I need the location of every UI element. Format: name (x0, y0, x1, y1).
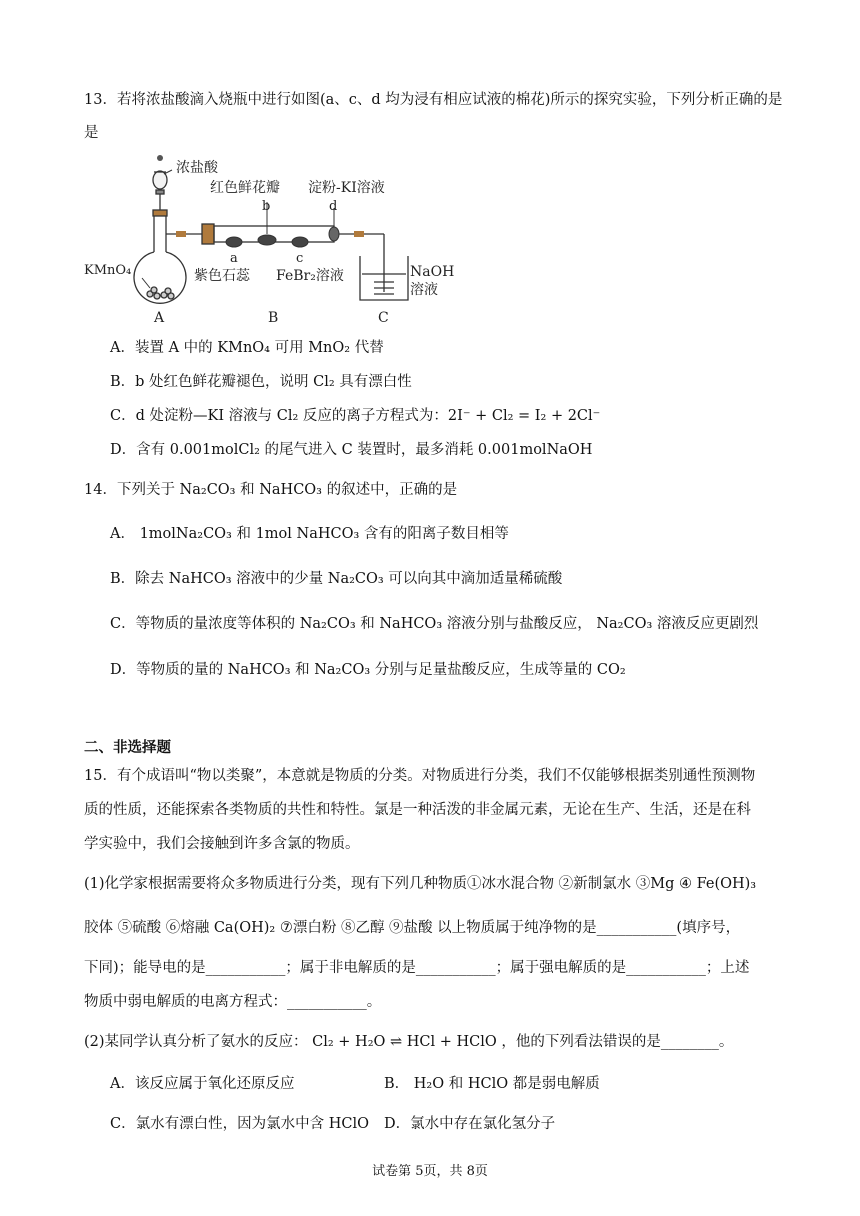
q15-option-a: A．该反应属于氧化还原反应 (110, 1076, 295, 1092)
q14-option-d: D．等物质的量的 NaHCO₃ 和 Na₂CO₃ 分别与足量盐酸反应，生成等量的 CO₂ (110, 662, 626, 678)
dropping-funnel (153, 171, 167, 212)
q14-stem: 14．下列关于 Na₂CO₃ 和 NaHCO₃ 的叙述中，正确的是 (84, 482, 458, 498)
q14-option-b: B．除去 NaHCO₃ 溶液中的少量 Na₂CO₃ 可以向其中滴加适量稀硫酸 (110, 571, 563, 587)
label-a: a (230, 251, 238, 266)
q15-option-b: B． H₂O 和 HClO 都是弱电解质 (384, 1076, 600, 1092)
label-kmno4: KMnO₄ (84, 263, 132, 278)
label-starch-ki: 淀粉-KI溶液 (308, 180, 385, 196)
q13-option-d: D．含有 0.001molCl₂ 的尾气进入 C 装置时，最多消耗 0.001molNaOH (110, 442, 593, 458)
q13-option-b: B．b 处红色鲜花瓣褪色，说明 Cl₂ 具有漂白性 (110, 374, 412, 390)
q15-part1-line3: 下同)；能导电的是___________；属于非电解质的是___________；属于强电解质的是___________；上述 (84, 960, 750, 976)
label-d: d (329, 199, 338, 214)
label-litmus: 紫色石蕊 (194, 268, 250, 284)
q15-intro-line2: 质的性质，还能探索各类物质的共性和特性。氯是一种活泼的非金属元素，无论在生产、生活，还是在科 (84, 802, 751, 818)
flask-a (134, 210, 186, 303)
label-conc-hcl: 浓盐酸 (176, 160, 218, 176)
q15-part2-stem: (2)某同学认真分析了氨水的反应： Cl₂ + H₂O ⇌ HCl + HClO ，他的下列看法错误的是________。 (84, 1034, 734, 1050)
q15-part1-line1: (1)化学家根据需要将众多物质进行分类，现有下列几种物质①冰水混合物 ②新制氯水 ③Mg ④ Fe(OH)₃ (84, 876, 757, 892)
q14-option-c: C．等物质的量浓度等体积的 Na₂CO₃ 和 NaHCO₃ 溶液分别与盐酸反应， Na₂CO₃ 溶液反应更剧烈 (110, 616, 759, 632)
label-b: b (262, 199, 271, 214)
page-footer: 试卷第 5页，共 8页 (372, 1164, 488, 1179)
q15-option-d: D．氯水中存在氯化氢分子 (384, 1116, 556, 1132)
q15-option-c: C．氯水有漂白性，因为氯水中含 HClO (110, 1116, 369, 1132)
cotton-balls (226, 227, 339, 247)
section-title: 二、非选择题 (84, 739, 171, 756)
q15-part1-line4: 物质中弱电解质的电离方程式：___________。 (84, 994, 382, 1010)
q15-intro-line1: 15．有个成语叫“物以类聚”，本意就是物质的分类。对物质进行分类，我们不仅能够根据类别通性预测物 (84, 768, 756, 784)
label-A: A (154, 310, 165, 326)
q13-stem-line1: 13．若将浓盐酸滴入烧瓶中进行如图(a、c、d 均为浸有相应试液的棉花)所示的探究实验，下列分析正确的是 (84, 92, 783, 108)
label-naoh-solution: 溶液 (410, 282, 438, 298)
q13-option-c: C．d 处淀粉—KI 溶液与 Cl₂ 反应的离子方程式为：2I⁻ + Cl₂ = I₂ + 2Cl⁻ (110, 408, 601, 424)
label-C: C (378, 310, 389, 326)
label-red-petal: 红色鲜花瓣 (210, 180, 280, 196)
q13-stem-line2: 是 (84, 125, 99, 141)
label-febr2: FeBr₂溶液 (276, 268, 344, 284)
label-c: c (296, 251, 304, 266)
q14-option-a: A． 1molNa₂CO₃ 和 1mol NaHCO₃ 含有的阳离子数目相等 (110, 526, 509, 542)
q13-option-a: A．装置 A 中的 KMnO₄ 可用 MnO₂ 代替 (110, 340, 384, 356)
label-B: B (268, 310, 279, 326)
apparatus-diagram (84, 152, 464, 328)
q15-intro-line3: 学实验中，我们会接触到许多含氯的物质。 (84, 836, 360, 852)
q15-part1-line2: 胶体 ⑤硫酸 ⑥熔融 Ca(OH)₂ ⑦漂白粉 ⑧乙醇 ⑨盐酸 以上物质属于纯净物的是___________(填序号， (84, 920, 741, 936)
label-naoh: NaOH (410, 264, 455, 280)
stopper-icon (157, 155, 163, 161)
